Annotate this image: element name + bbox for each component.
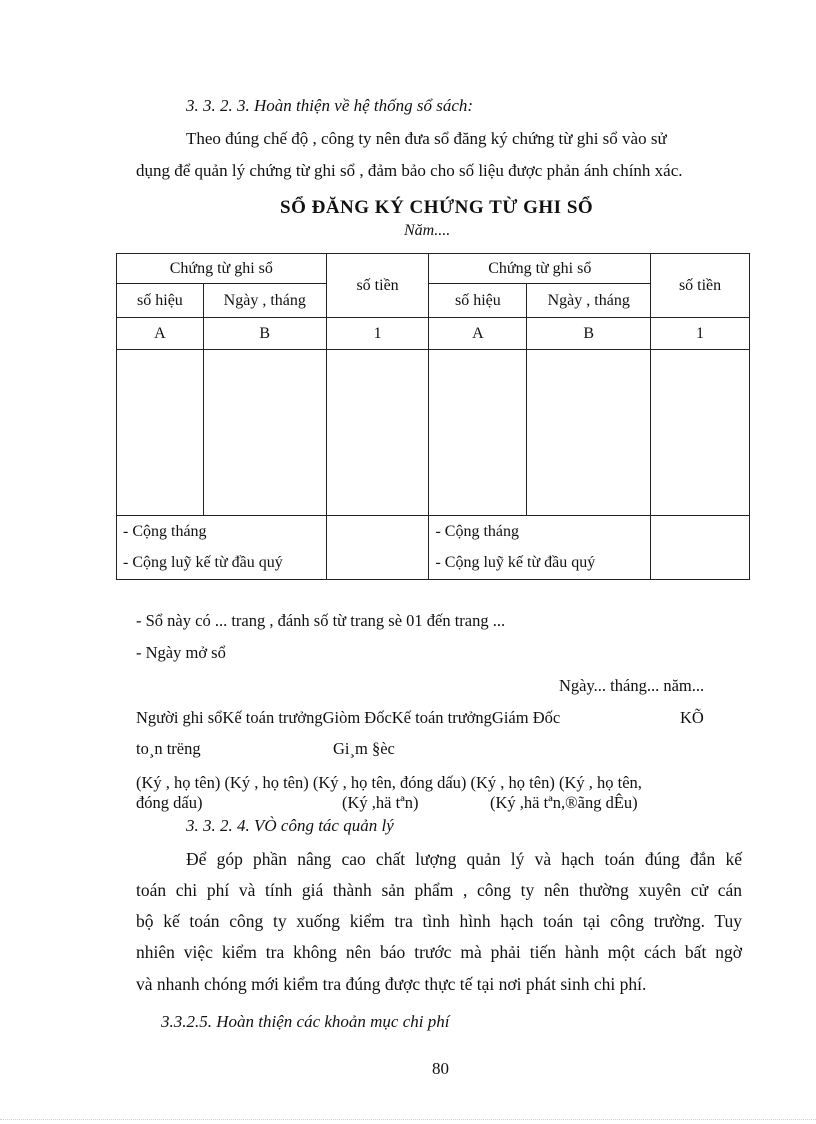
- total-cell-right: [429, 516, 651, 580]
- header-ngay-thang-left: Ngày , tháng: [203, 284, 326, 318]
- paragraph-line: dụng để quản lý chứng từ ghi sổ , đảm bảo cho số liệu được phản ánh chính xác.: [136, 161, 683, 180]
- cumulative-label: - Cộng luỹ kế từ đầu quý: [435, 554, 596, 571]
- code-cell: 1: [651, 318, 750, 350]
- code-cell: B: [203, 318, 326, 350]
- total-cell-left: [117, 516, 327, 580]
- total-month-label: - Cộng tháng: [123, 523, 207, 540]
- cumulative-label: - Cộng luỹ kế từ đầu quý: [123, 554, 283, 571]
- code-cell: A: [117, 318, 204, 350]
- empty-cell: [117, 350, 204, 516]
- paragraph-line: và nhanh chóng mới kiểm tra đúng được thực tế tại nơi phát sinh chi phí.: [136, 974, 647, 994]
- paragraph-line: bộ kế toán công ty xuống kiểm tra tình hình hạch toán tại công trường. Tuy: [136, 911, 742, 931]
- date-line: Ngày... tháng... năm...: [559, 676, 705, 695]
- empty-cell: [326, 350, 429, 516]
- page-number: 80: [432, 1059, 449, 1078]
- total-amount-right: [651, 516, 750, 580]
- paragraph-line: Để góp phần nâng cao chất lượng quản lý và hạch toán đúng đắn kế: [186, 849, 742, 869]
- table-total-row: [117, 516, 750, 580]
- code-cell: B: [527, 318, 651, 350]
- paragraph-line: toán chi phí và tính giá thành sản phẩm , công ty nên thường xuyên cử cán: [136, 880, 742, 900]
- code-cell: 1: [326, 318, 429, 350]
- table-empty-row: [117, 350, 750, 516]
- total-month-label: - Cộng tháng: [435, 523, 520, 540]
- sign-line-2a: đóng dấu): [136, 793, 203, 812]
- header-so-hieu-right: số hiệu: [429, 284, 527, 318]
- signers-line: Người ghi sổKế toán trưởngGiòm ĐốcKế toán trưởngGiám Đốc: [136, 708, 561, 727]
- signers-line-tail: KÕ: [680, 708, 704, 727]
- note-pages: - Sổ này có ... trang , đánh số từ trang sè 01 đến trang ...: [136, 611, 506, 630]
- register-table: [116, 253, 750, 580]
- header-so-hieu-left: số hiệu: [117, 284, 204, 318]
- section-heading-3-3-2-5: 3.3.2.5. Hoàn thiện các khoản mục chi phí: [161, 1012, 450, 1031]
- sign-line: (Ký , họ tên) (Ký , họ tên) (Ký , họ tên, đóng dấu) (Ký , họ tên) (Ký , họ tên,: [136, 773, 642, 792]
- signers-line-2b: Gi¸m §èc: [333, 739, 395, 758]
- total-amount-left: [326, 516, 429, 580]
- page-bottom-divider: [0, 1119, 816, 1124]
- empty-cell: [203, 350, 326, 516]
- note-open-date: - Ngày mở sổ: [136, 643, 226, 662]
- empty-cell: [527, 350, 651, 516]
- sign-line-2c: (Ký ,hä tªn,®ãng dÊu): [490, 793, 638, 812]
- sign-line-2b: (Ký ,hä tªn): [342, 793, 419, 812]
- register-year: Năm....: [404, 222, 451, 239]
- header-group-right: Chứng từ ghi sổ: [429, 254, 651, 284]
- table-header-row: [117, 254, 750, 284]
- signers-line-2a: to¸n trëng: [136, 739, 201, 758]
- register-title: SỔ ĐĂNG KÝ CHỨNG TỪ GHI SỔ: [280, 197, 594, 218]
- empty-cell: [651, 350, 750, 516]
- paragraph-line: nhiên việc kiểm tra không nên báo trước mà phải tiến hành một cách bất ngờ: [136, 942, 742, 962]
- table-code-row: [117, 318, 750, 350]
- header-so-tien-right: số tiền: [651, 254, 750, 318]
- section-heading-3-3-2-3: 3. 3. 2. 3. Hoàn thiện về hệ thống sổ sách:: [186, 96, 474, 115]
- header-ngay-thang-right: Ngày , tháng: [527, 284, 651, 318]
- empty-cell: [429, 350, 527, 516]
- header-so-tien-left: số tiền: [326, 254, 429, 318]
- header-group-left: Chứng từ ghi sổ: [117, 254, 327, 284]
- paragraph-line: Theo đúng chế độ , công ty nên đưa sổ đăng ký chứng từ ghi sổ vào sử: [186, 129, 667, 148]
- code-cell: A: [429, 318, 527, 350]
- section-heading-3-3-2-4: 3. 3. 2. 4. VÒ công tác quản lý: [186, 816, 394, 835]
